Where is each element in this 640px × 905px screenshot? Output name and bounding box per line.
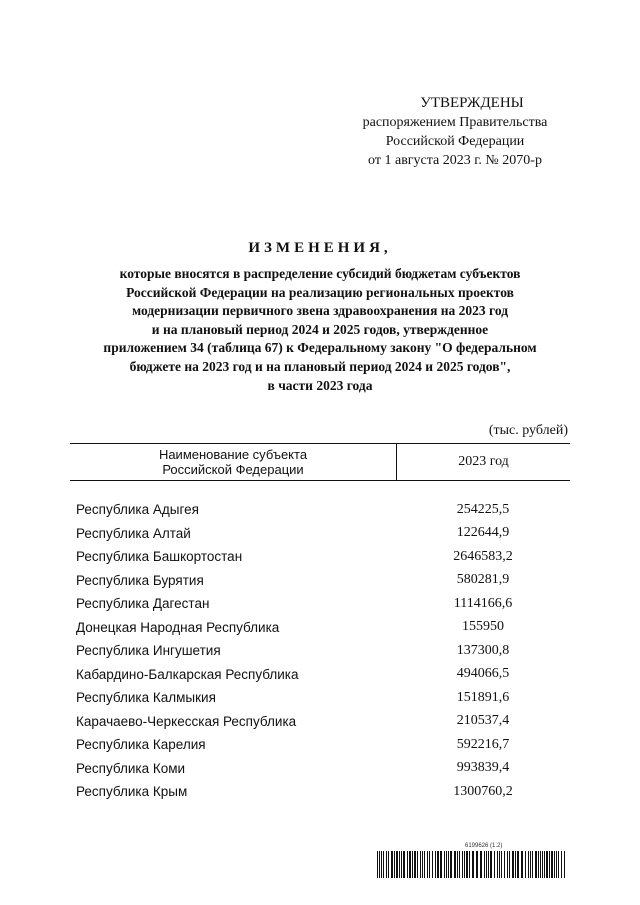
- approval-block: [340, 94, 570, 170]
- barcode-bar: [564, 851, 565, 878]
- region-name: Республика Адыгея: [76, 502, 199, 518]
- subtitle-line: и на плановый период 2024 и 2025 годов, утвержденное: [151, 321, 489, 337]
- barcode-bar: [450, 851, 452, 878]
- region-value: 155950: [462, 619, 504, 635]
- region-name: Республика Ингушетия: [76, 643, 221, 659]
- barcode-bar: [528, 851, 529, 878]
- barcode-bar: [401, 851, 402, 878]
- barcode-bar: [476, 851, 478, 878]
- barcode-bar: [412, 851, 413, 878]
- region-value: 2646583,2: [453, 548, 513, 564]
- barcode-bar: [538, 851, 539, 878]
- table-row: [76, 498, 570, 522]
- barcode: [377, 843, 567, 879]
- barcode-bar: [381, 851, 382, 878]
- table-row: [76, 757, 570, 781]
- barcode-bar: [486, 851, 487, 878]
- region-value: 1300760,2: [453, 783, 513, 799]
- barcode-bar: [558, 851, 559, 878]
- barcode-bar: [394, 851, 395, 878]
- region-value: 993839,4: [456, 760, 510, 776]
- region-value: 494066,5: [456, 666, 510, 682]
- barcode-bar: [549, 851, 550, 878]
- barcode-bar: [469, 851, 470, 878]
- barcode-bar: [417, 851, 418, 878]
- barcode-bars: [377, 851, 567, 878]
- barcode-bar: [515, 851, 516, 878]
- barcode-bar: [464, 851, 465, 878]
- barcode-bar: [459, 851, 460, 878]
- barcode-bar: [407, 851, 408, 878]
- subtitle-line: приложением 34 (таблица 67) к Федеральному закону "О федеральном: [103, 340, 537, 356]
- barcode-bar: [466, 851, 468, 878]
- barcode-label: 6199626 (1.2): [465, 843, 503, 849]
- barcode-bar: [535, 851, 537, 878]
- region-name: Республика Дагестан: [76, 596, 210, 612]
- table-body: [76, 498, 570, 804]
- barcode-bar: [530, 851, 531, 878]
- region-value: 1114166,6: [453, 595, 513, 611]
- header-year: 2023 год: [458, 454, 509, 469]
- region-value: 137300,8: [456, 642, 510, 658]
- barcode-bar: [490, 851, 492, 878]
- barcode-bar: [427, 851, 428, 878]
- barcode-bar: [532, 851, 533, 878]
- barcode-bar: [525, 851, 526, 878]
- barcode-bar: [432, 851, 433, 878]
- barcode-bar: [484, 851, 485, 878]
- table-row: [76, 545, 570, 569]
- approval-heading: УТВЕРЖДЕНЫ: [420, 95, 524, 111]
- barcode-bar: [383, 851, 384, 878]
- barcode-bar: [446, 851, 447, 878]
- subtitle-line: бюджете на 2023 год и на плановый период 2024 и 2025 годов",: [129, 358, 511, 374]
- barcode-bar: [414, 851, 416, 878]
- barcode-bar: [437, 851, 439, 878]
- region-value: 151891,6: [456, 689, 510, 705]
- barcode-bar: [444, 851, 445, 878]
- header-name-line: Наименование субъекта: [158, 447, 308, 462]
- units-label: (тыс. рублей): [488, 423, 568, 438]
- table-row: [76, 639, 570, 663]
- barcode-bar: [556, 851, 557, 878]
- approval-line-4: от 1 августа 2023 г. № 2070-р: [368, 153, 542, 168]
- barcode-bar: [386, 851, 387, 878]
- barcode-bar: [448, 851, 449, 878]
- table-row: [76, 569, 570, 593]
- region-value: 122644,9: [456, 525, 510, 541]
- barcode-bar: [454, 851, 456, 878]
- barcode-bar: [424, 851, 425, 878]
- header-name-line: Российской Федерации: [162, 462, 304, 477]
- barcode-bar: [429, 851, 430, 878]
- barcode-bar: [542, 851, 543, 878]
- region-name: Республика Башкортостан: [76, 549, 243, 565]
- barcode-bar: [457, 851, 458, 878]
- subtitle-line: модернизации первичного звена здравоохранения на 2023 год: [131, 303, 509, 319]
- barcode-bar: [546, 851, 548, 878]
- barcode-bar: [396, 851, 398, 878]
- barcode-bar: [472, 851, 474, 878]
- barcode-bar: [440, 851, 442, 878]
- table-header: [70, 443, 570, 481]
- barcode-bar: [488, 851, 489, 878]
- barcode-bar: [554, 851, 555, 878]
- region-name: Республика Калмыкия: [76, 690, 216, 706]
- barcode-bar: [499, 851, 500, 878]
- barcode-bar: [517, 851, 519, 878]
- subtitle-line: в части 2023 года: [267, 377, 373, 393]
- region-value: 254225,5: [456, 501, 510, 517]
- barcode-bar: [507, 851, 508, 878]
- region-value: 580281,9: [456, 572, 510, 588]
- barcode-bar: [494, 851, 495, 878]
- barcode-bar: [544, 851, 545, 878]
- barcode-bar: [422, 851, 423, 878]
- table-row: [76, 663, 570, 687]
- region-name: Республика Крым: [76, 784, 188, 800]
- document-subtitle: [60, 265, 580, 395]
- barcode-bar: [540, 851, 541, 878]
- header-subject-name: [70, 444, 397, 480]
- region-name: Республика Алтай: [76, 525, 191, 541]
- table-row: [76, 733, 570, 757]
- table-row: [76, 592, 570, 616]
- barcode-bar: [497, 851, 498, 878]
- region-name: Республика Карелия: [76, 737, 206, 753]
- barcode-bar: [551, 851, 553, 878]
- subtitle-line: которые вносятся в распределение субсидий бюджетам субъектов: [119, 266, 521, 281]
- barcode-bar: [420, 851, 421, 878]
- barcode-bar: [377, 851, 378, 878]
- barcode-bar: [403, 851, 405, 878]
- region-name: Республика Коми: [76, 760, 186, 776]
- region-name: Донецкая Народная Республика: [76, 619, 280, 635]
- subtitle-line: Российской Федерации на реализацию региональных проектов: [126, 284, 514, 300]
- barcode-bar: [399, 851, 400, 878]
- barcode-bar: [504, 851, 505, 878]
- barcode-bar: [388, 851, 389, 878]
- region-name: Карачаево-Черкесская Республика: [76, 713, 297, 729]
- barcode-bar: [561, 851, 562, 878]
- table-row: [76, 686, 570, 710]
- table-row: [76, 616, 570, 640]
- barcode-bar: [391, 851, 393, 878]
- barcode-bar: [379, 851, 380, 878]
- document-title: ИЗМЕНЕНИЯ,: [248, 240, 392, 256]
- barcode-bar: [435, 851, 436, 878]
- barcode-bar: [521, 851, 523, 878]
- barcode-bar: [480, 851, 482, 878]
- region-value: 210537,4: [456, 713, 510, 729]
- barcode-bar: [462, 851, 463, 878]
- barcode-bar: [501, 851, 502, 878]
- region-name: Кабардино-Балкарская Республика: [76, 666, 299, 682]
- approval-line-2: распоряжением Правительства: [362, 115, 548, 130]
- barcode-bar: [409, 851, 411, 878]
- approval-line-3: Российской Федерации: [385, 134, 525, 149]
- table-row: [76, 780, 570, 804]
- barcode-bar: [512, 851, 514, 878]
- region-value: 592216,7: [456, 736, 510, 752]
- table-row: [76, 710, 570, 734]
- table-row: [76, 522, 570, 546]
- barcode-bar: [509, 851, 510, 878]
- region-name: Республика Бурятия: [76, 572, 204, 588]
